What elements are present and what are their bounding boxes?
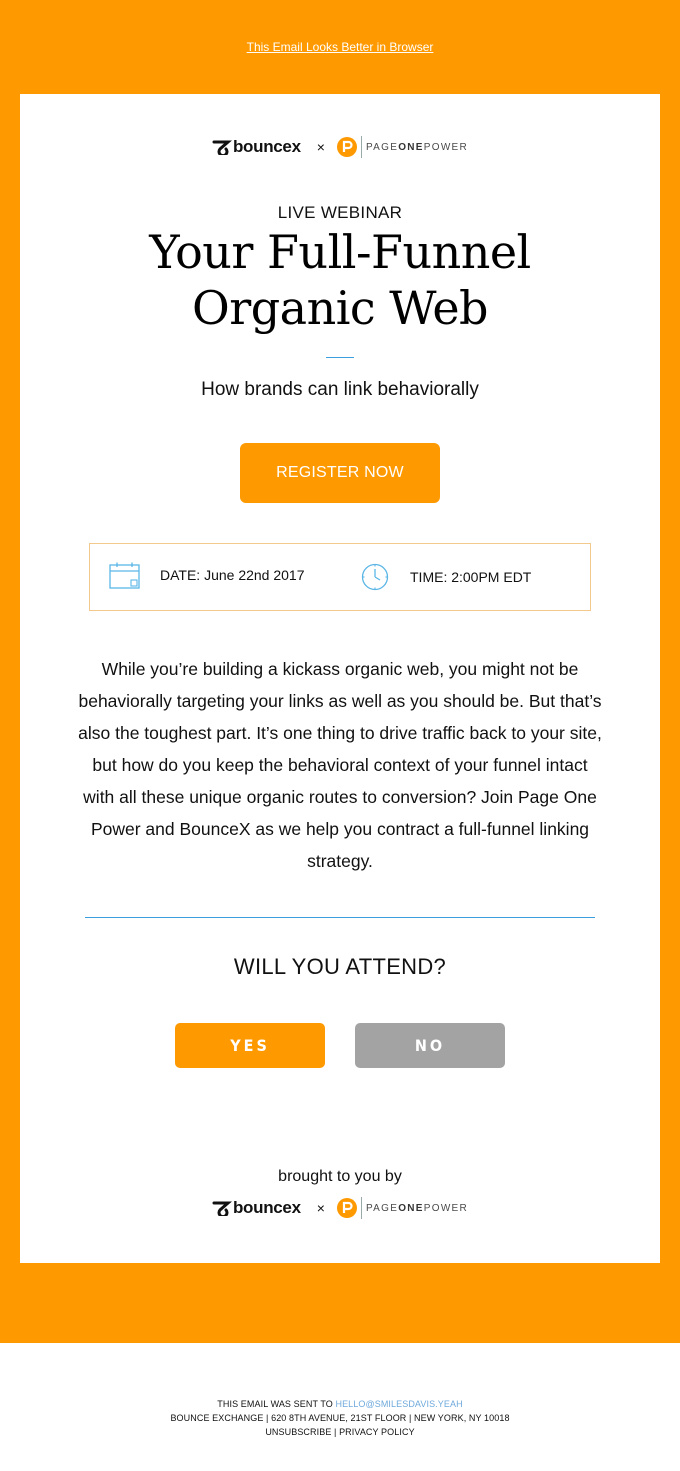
pageonepower-wordmark: PAGEONEPOWER — [365, 1202, 469, 1214]
title-divider — [326, 357, 354, 358]
logo-divider — [361, 136, 362, 158]
bouncex-wordmark: bouncex — [232, 137, 301, 156]
header-logos — [20, 132, 660, 162]
email-footer — [0, 1397, 680, 1439]
page-title — [20, 224, 660, 336]
footer-links: UNSUBSCRIBE | PRIVACY POLICY — [265, 1427, 415, 1437]
calendar-icon — [109, 562, 141, 590]
unsubscribe-link[interactable]: UNSUBSCRIBE — [265, 1427, 332, 1437]
brought-to-you-label: brought to you by — [278, 1168, 402, 1185]
collab-x: × — [316, 139, 325, 155]
event-date: DATE: June 22nd 2017 — [160, 567, 305, 583]
logo-divider — [361, 1197, 362, 1219]
bouncex-logo-icon — [212, 1200, 232, 1216]
bouncex-logo-icon — [212, 139, 232, 155]
pageonepower-logo-icon — [337, 137, 357, 157]
view-in-browser-link[interactable]: This Email Looks Better in Browser — [246, 40, 434, 54]
privacy-policy-link[interactable]: PRIVACY POLICY — [339, 1427, 415, 1437]
register-now-button[interactable]: REGISTER NOW — [240, 443, 440, 503]
pageonepower-wordmark: PAGEONEPOWER — [365, 141, 469, 153]
pageonepower-logo — [337, 1197, 468, 1219]
collab-x: × — [316, 1200, 325, 1216]
headline-line-1: Your Full-Funnel — [149, 225, 531, 279]
section-divider — [85, 917, 595, 918]
bouncex-logo — [212, 137, 301, 157]
bouncex-wordmark: bouncex — [232, 1198, 301, 1217]
bouncex-logo — [212, 1198, 301, 1218]
sent-to-line: THIS EMAIL WAS SENT TO HELLO@SMILESDAVIS.YEAH — [217, 1399, 463, 1409]
body-paragraph: While you’re building a kickass organic web, you might not be behaviorally targeting your links as well as you should be. But that’s also the toughest part. It’s one thing to drive traffic back to your site, but how do you keep the behavioral context of your funnel intact with all these unique organic routes to conversion? Join Page One Power and BounceX as we help you contract a full-funnel linking strategy. — [78, 659, 602, 871]
email-card — [20, 94, 660, 1263]
company-address: BOUNCE EXCHANGE | 620 8TH AVENUE, 21ST FLOOR | NEW YORK, NY 10018 — [170, 1413, 510, 1423]
subtitle: How brands can link behaviorally — [201, 379, 479, 400]
event-details-box — [89, 543, 591, 611]
eyebrow-label: LIVE WEBINAR — [277, 203, 403, 222]
event-time: TIME: 2:00PM EDT — [410, 569, 532, 585]
yes-button[interactable]: YES — [175, 1023, 325, 1068]
clock-icon — [361, 563, 389, 591]
rsvp-question: WILL YOU ATTEND? — [233, 954, 447, 979]
headline-line-2: Organic Web — [192, 281, 488, 335]
pageonepower-logo-icon — [337, 1198, 357, 1218]
pageonepower-logo — [337, 136, 468, 158]
footer-logos — [20, 1193, 660, 1223]
no-button[interactable]: NO — [355, 1023, 505, 1068]
recipient-email-link[interactable]: HELLO@SMILESDAVIS.YEAH — [335, 1399, 463, 1409]
